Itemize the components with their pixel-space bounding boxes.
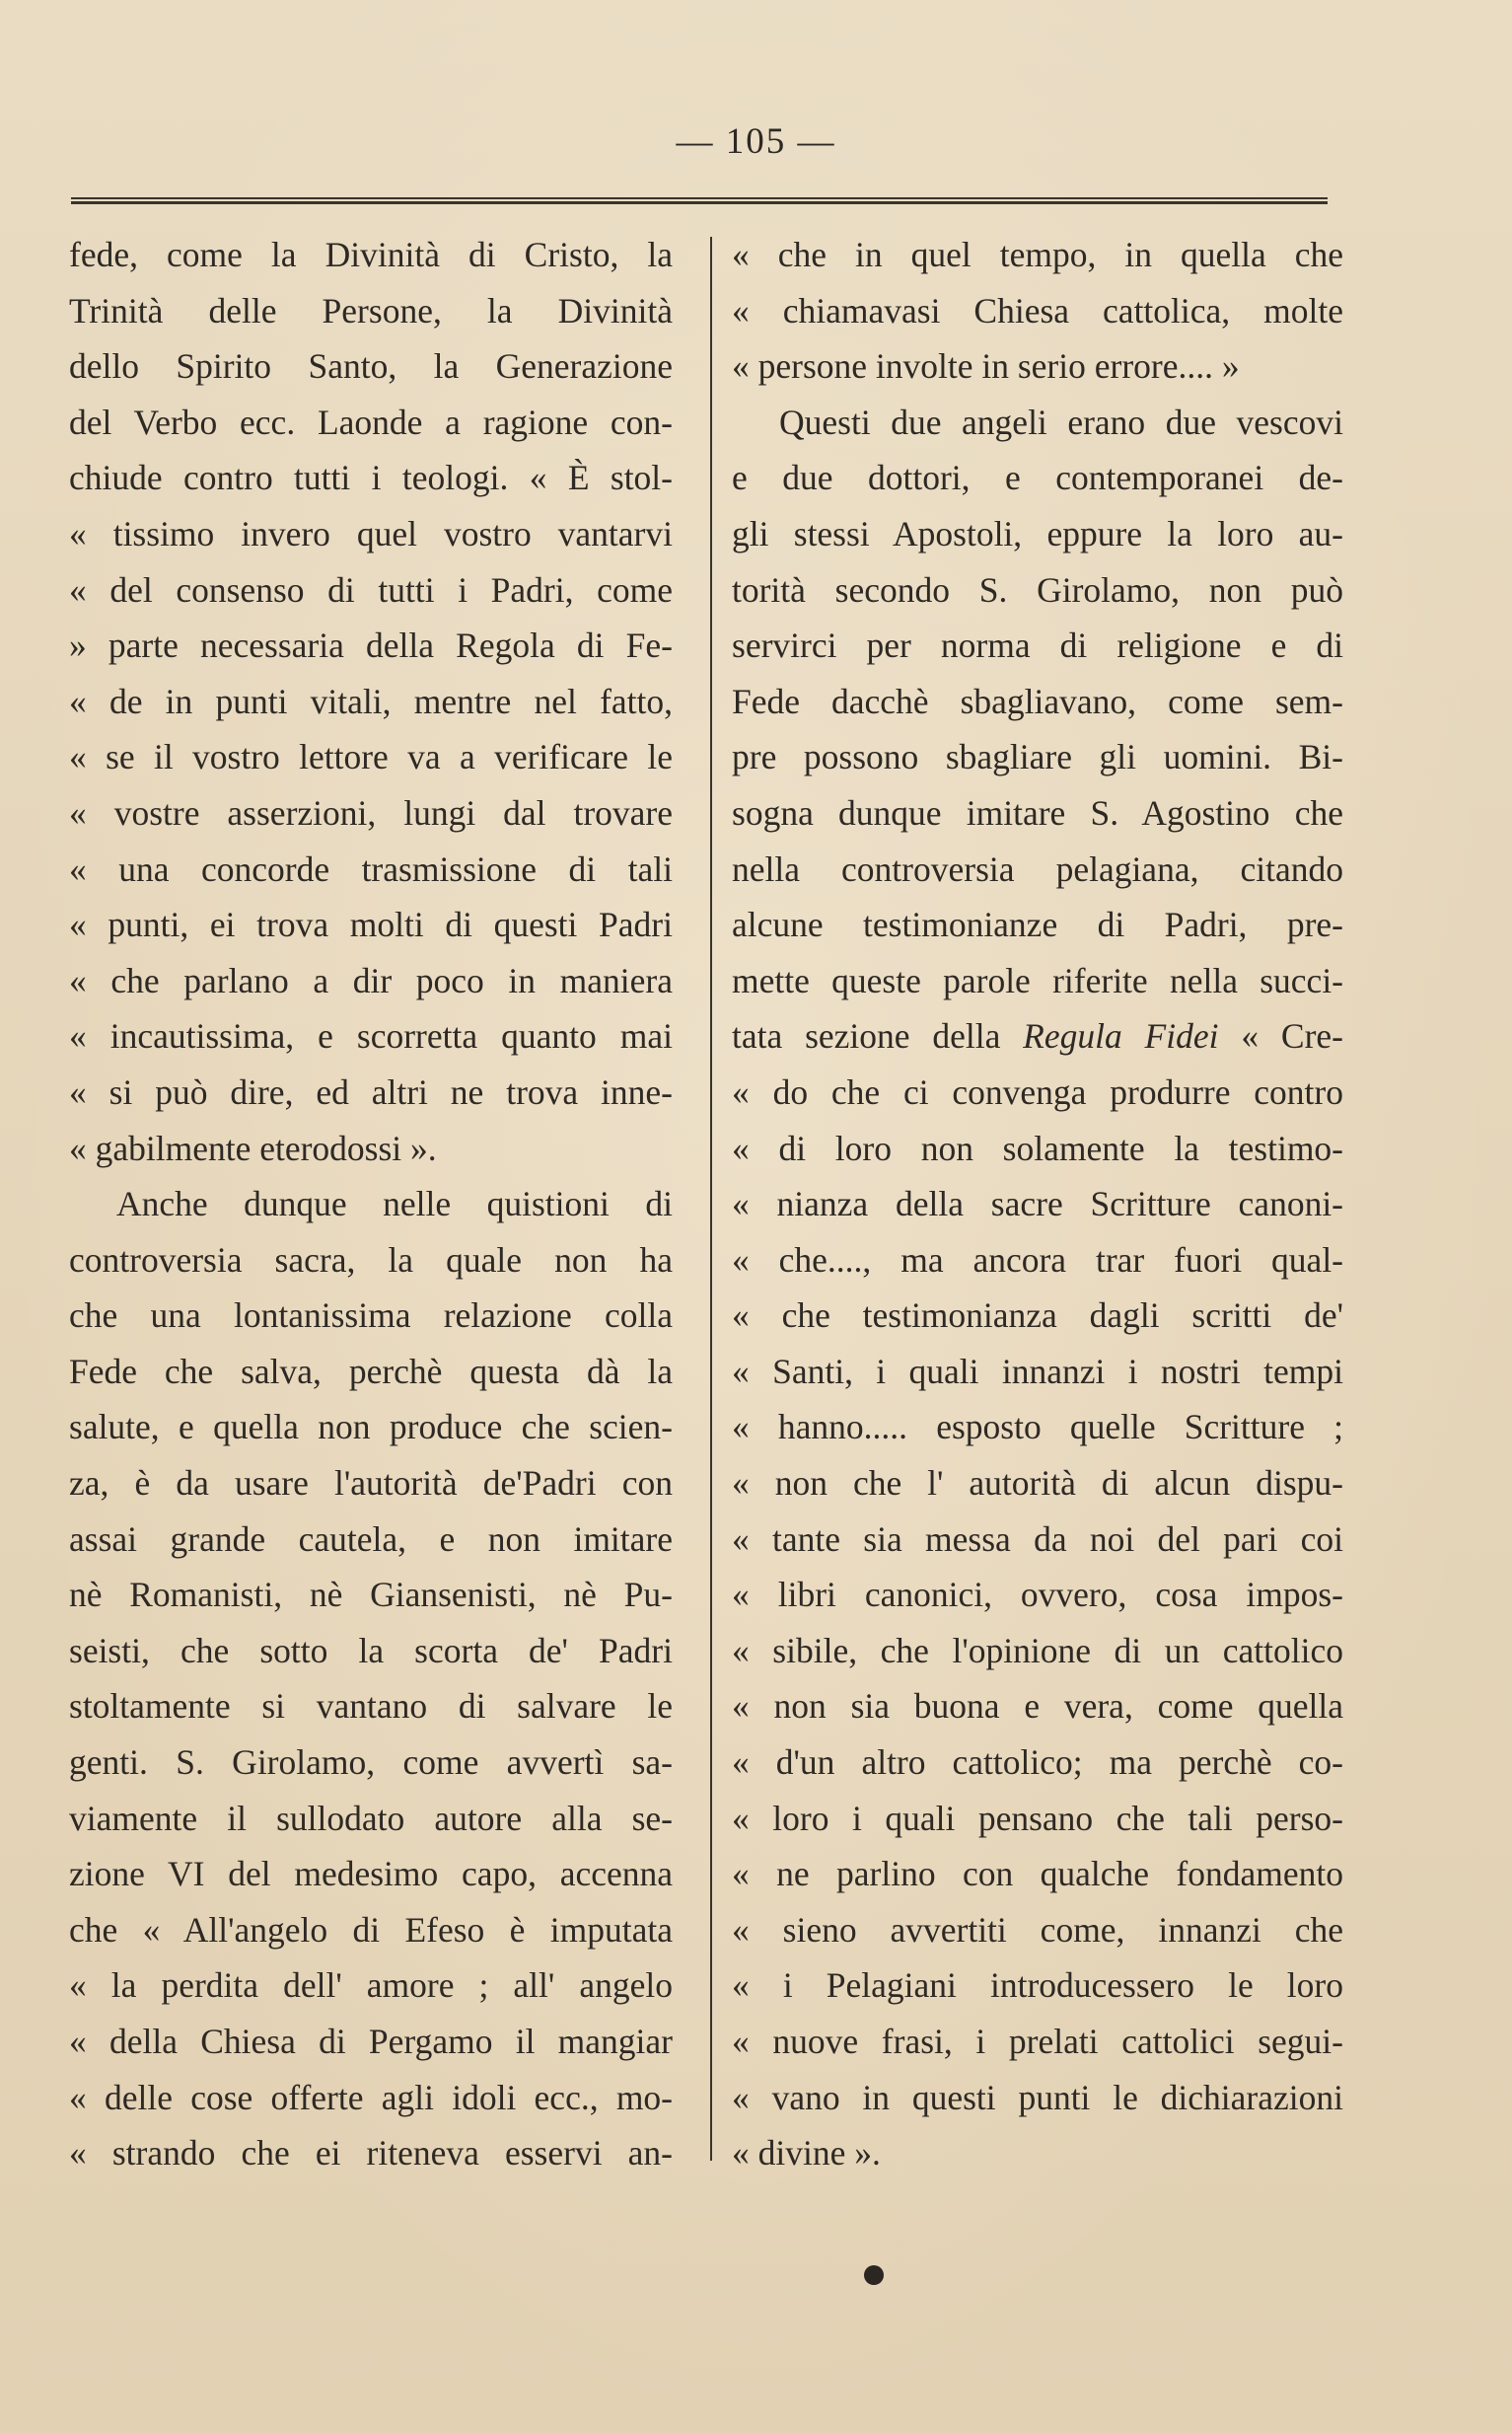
text-line: pre possono sbagliare gli uomini. Bi- bbox=[732, 737, 1343, 777]
text-line: « non sia buona e vera, come quella bbox=[732, 1686, 1343, 1727]
text-line: Fede che salva, perchè questa dà la bbox=[69, 1351, 673, 1391]
text-line: zione VI del medesimo capo, accenna bbox=[69, 1854, 673, 1894]
text-line: « del consenso di tutti i Padri, come bbox=[69, 569, 673, 610]
text-line: « chiamavasi Chiesa cattolica, molte bbox=[732, 290, 1343, 331]
text-line: « hanno..... esposto quelle Scritture ; bbox=[732, 1407, 1343, 1447]
text-line: « tissimo invero quel vostro vantarvi bbox=[69, 513, 673, 553]
text-line: « che testimonianza dagli scritti de' bbox=[732, 1295, 1343, 1336]
text-line: « nuove frasi, i prelati cattolici segui- bbox=[732, 2022, 1343, 2061]
text-line: « de in punti vitali, mentre nel fatto, bbox=[69, 681, 673, 721]
text-line: « d'un altro cattolico; ma perchè co- bbox=[732, 1742, 1343, 1783]
text-line: « i Pelagiani introducessero le loro bbox=[732, 1965, 1343, 2006]
text-line: viamente il sullodato autore alla se- bbox=[69, 1798, 673, 1838]
text-line: « sibile, che l'opinione di un cattolico bbox=[732, 1630, 1343, 1670]
text-line: « della Chiesa di Pergamo il mangiar bbox=[69, 2022, 673, 2061]
text-line: « una concorde trasmissione di tali bbox=[69, 848, 673, 889]
text-line: « che parlano a dir poco in maniera bbox=[69, 960, 673, 1000]
text-line: « gabilmente eterodossi ». bbox=[69, 1128, 437, 1168]
left-text-column bbox=[69, 227, 673, 2181]
text-line: « tante sia messa da noi del pari coi bbox=[732, 1518, 1343, 1559]
column-divider bbox=[710, 237, 712, 2161]
text-line: « nianza della sacre Scritture canoni- bbox=[732, 1184, 1343, 1224]
text-line: fede, come la Divinità di Cristo, la bbox=[69, 235, 673, 274]
text-line: » parte necessaria della Regola di Fe- bbox=[69, 626, 673, 666]
text-line: Fede dacchè sbagliavano, come sem- bbox=[732, 681, 1343, 721]
text-line: « strando che ei riteneva esservi an- bbox=[69, 2133, 673, 2174]
text-line: « incautissima, e scorretta quanto mai bbox=[69, 1016, 673, 1057]
text-line: che « All'angelo di Efeso è imputata bbox=[69, 1909, 673, 1950]
text-line: « persone involte in serio errore.... » bbox=[732, 346, 1240, 387]
text-line: assai grande cautela, e non imitare bbox=[69, 1518, 673, 1559]
text-line: che una lontanissima relazione colla bbox=[69, 1295, 673, 1336]
text-line: Trinità delle Persone, la Divinità bbox=[69, 290, 673, 331]
text-line: « loro i quali pensano che tali perso- bbox=[732, 1798, 1343, 1838]
italic-book-title: Regula Fidei bbox=[1023, 1016, 1219, 1057]
ink-blot-mark bbox=[864, 2265, 884, 2285]
text-line: del Verbo ecc. Laonde a ragione con- bbox=[69, 402, 673, 442]
text-line: « divine ». bbox=[732, 2133, 881, 2174]
text-line: tata sezione della Regula Fidei « Cre- bbox=[732, 1016, 1343, 1057]
header-rule-thin bbox=[71, 197, 1328, 199]
text-line: « che in quel tempo, in quella che bbox=[732, 235, 1343, 274]
text-line: « libri canonici, ovvero, cosa impos- bbox=[732, 1575, 1343, 1615]
text-line: Anche dunque nelle quistioni di bbox=[116, 1184, 673, 1224]
text-line: « vostre asserzioni, lungi dal trovare bbox=[69, 792, 673, 833]
text-line: chiude contro tutti i teologi. « È stol- bbox=[69, 458, 673, 498]
text-line: « che...., ma ancora trar fuori qual- bbox=[732, 1239, 1343, 1280]
text-line: za, è da usare l'autorità de'Padri con bbox=[69, 1463, 673, 1504]
text-line: nè Romanisti, nè Giansenisti, nè Pu- bbox=[69, 1575, 673, 1615]
text-line: « vano in questi punti le dichiarazioni bbox=[732, 2077, 1343, 2117]
text-line: dello Spirito Santo, la Generazione bbox=[69, 346, 673, 387]
text-line: sogna dunque imitare S. Agostino che bbox=[732, 792, 1343, 833]
text-line: « non che l' autorità di alcun dispu- bbox=[732, 1463, 1343, 1504]
text-line: « punti, ei trova molti di questi Padri bbox=[69, 905, 673, 945]
text-line: stoltamente si vantano di salvare le bbox=[69, 1686, 673, 1727]
text-line: salute, e quella non produce che scien- bbox=[69, 1407, 673, 1447]
header-double-rule bbox=[71, 197, 1328, 204]
header-rule-thick bbox=[71, 201, 1328, 204]
text-line: « Santi, i quali innanzi i nostri tempi bbox=[732, 1351, 1343, 1391]
right-text-column bbox=[732, 227, 1343, 2181]
text-line: e due dottori, e contemporanei de- bbox=[732, 458, 1343, 498]
text-line: « di loro non solamente la testimo- bbox=[732, 1128, 1343, 1168]
text-line: « se il vostro lettore va a verificare le bbox=[69, 737, 673, 777]
text-line: seisti, che sotto la scorta de' Padri bbox=[69, 1630, 673, 1670]
text-line: nella controversia pelagiana, citando bbox=[732, 848, 1343, 889]
text-line: « sieno avvertiti come, innanzi che bbox=[732, 1909, 1343, 1950]
text-line: « ne parlino con qualche fondamento bbox=[732, 1854, 1343, 1894]
text-line: Questi due angeli erano due vescovi bbox=[779, 402, 1343, 442]
text-line: « delle cose offerte agli idoli ecc., mo- bbox=[69, 2077, 673, 2117]
text-line: mette queste parole riferite nella succi- bbox=[732, 960, 1343, 1000]
text-line: servirci per norma di religione e di bbox=[732, 626, 1343, 666]
text-line: genti. S. Girolamo, come avvertì sa- bbox=[69, 1742, 673, 1783]
text-line: controversia sacra, la quale non ha bbox=[69, 1239, 673, 1280]
text-line: « do che ci convenga produrre contro bbox=[732, 1071, 1343, 1112]
text-line: alcune testimonianze di Padri, pre- bbox=[732, 905, 1343, 945]
text-line: gli stessi Apostoli, eppure la loro au- bbox=[732, 513, 1343, 553]
text-line: torità secondo S. Girolamo, non può bbox=[732, 569, 1343, 610]
page-number: — 105 — bbox=[676, 121, 836, 162]
text-line: « si può dire, ed altri ne trova inne- bbox=[69, 1071, 673, 1112]
text-line: « la perdita dell' amore ; all' angelo bbox=[69, 1965, 673, 2006]
